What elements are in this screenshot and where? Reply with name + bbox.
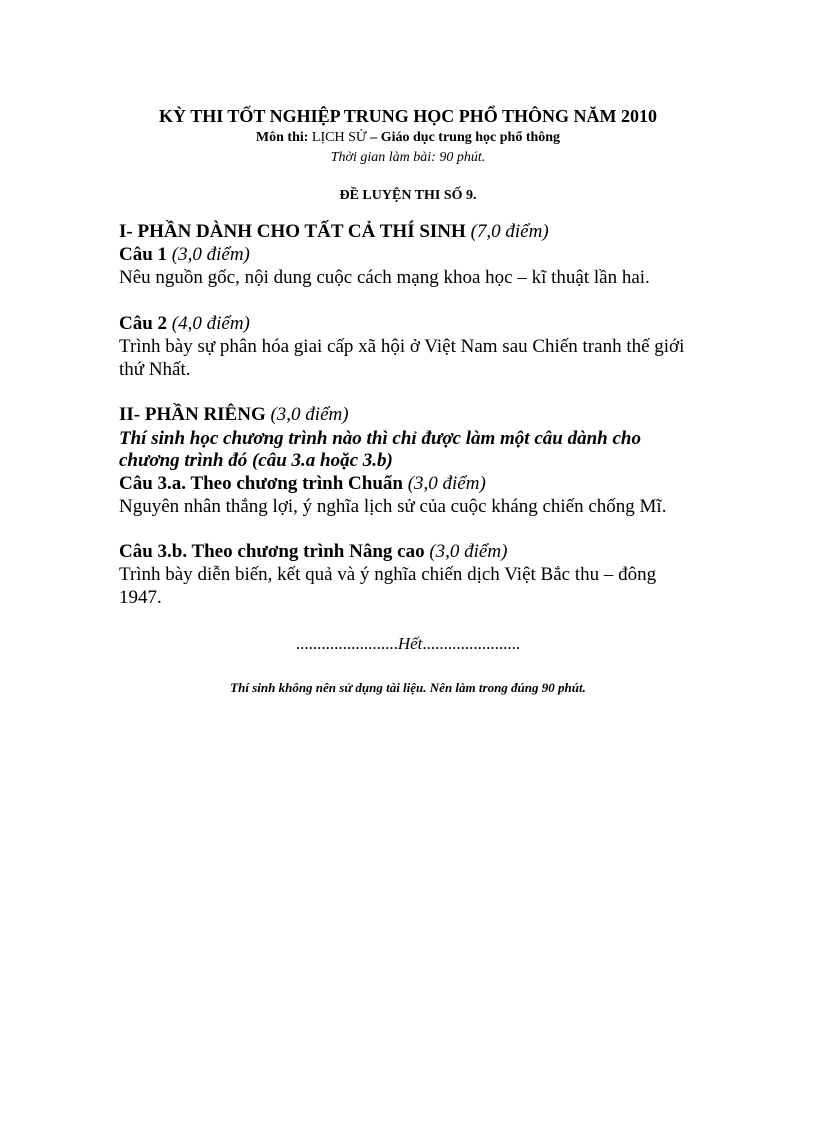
subject-rest: – Giáo dục trung học phổ thông: [366, 130, 561, 145]
q2-heading: [119, 312, 250, 336]
end-mark: [0, 632, 816, 656]
end-word: Hết: [397, 634, 423, 653]
q2-label: Câu 2: [119, 313, 172, 334]
part2-heading: [119, 403, 349, 427]
q3b-heading: [119, 540, 507, 564]
part1-points: (7,0 điểm): [470, 221, 549, 242]
q3b-text-line2: 1947.: [119, 587, 162, 608]
part2-points: (3,0 điểm): [270, 404, 349, 425]
exam-duration: Thời gian làm bài: 90 phút.: [330, 150, 486, 165]
part1-heading: [119, 220, 549, 244]
part1-heading-text: I- PHẦN DÀNH CHO TẤT CẢ THÍ SINH: [119, 221, 471, 242]
end-dots-left: ........................: [295, 634, 398, 653]
subject-name: LỊCH SỬ: [311, 130, 367, 145]
q1-label: Câu 1: [119, 244, 172, 265]
q1-text: Nêu nguồn gốc, nội dung cuộc cách mạng khoa học – kĩ thuật lần hai.: [119, 267, 650, 288]
q2-points: (4,0 điểm): [171, 313, 250, 334]
exam-note: Thí sinh không nên sử dụng tài liệu. Nên làm trong đúng 90 phút.: [230, 680, 586, 695]
q1-points: (3,0 điểm): [171, 244, 250, 265]
q3b-label: Câu 3.b. Theo chương trình Nâng cao: [119, 541, 430, 562]
exam-subject: [0, 128, 816, 148]
q1-heading: [119, 243, 250, 267]
q3a-text: Nguyên nhân thắng lợi, ý nghĩa lịch sử của cuộc kháng chiến chống Mĩ.: [119, 496, 667, 517]
part2-instruction-line2: chương trình đó (câu 3.a hoặc 3.b): [119, 450, 393, 471]
q3b-points: (3,0 điểm): [429, 541, 508, 562]
subject-label: Môn thi:: [255, 130, 312, 145]
q3a-heading: [119, 472, 486, 496]
q3a-label: Câu 3.a. Theo chương trình Chuẩn: [119, 473, 408, 494]
exam-number: ĐỀ LUYỆN THI SỐ 9.: [339, 188, 477, 203]
q2-text-line2: thứ Nhất.: [119, 359, 191, 380]
q2-text-line1: Trình bày sự phân hóa giai cấp xã hội ở Việt Nam sau Chiến tranh thế giới: [119, 336, 685, 357]
part2-heading-text: II- PHẦN RIÊNG: [119, 404, 271, 425]
part2-instruction-line1: Thí sinh học chương trình nào thì chỉ được làm một câu dành cho: [119, 428, 641, 449]
exam-title: KỲ THI TỐT NGHIỆP TRUNG HỌC PHỔ THÔNG NĂM 2010: [159, 106, 657, 126]
q3b-text-line1: Trình bày diễn biến, kết quả và ý nghĩa chiến dịch Việt Bắc thu – đông: [119, 564, 657, 585]
q3a-points: (3,0 điểm): [407, 473, 486, 494]
end-dots-right: .......................: [422, 634, 521, 653]
